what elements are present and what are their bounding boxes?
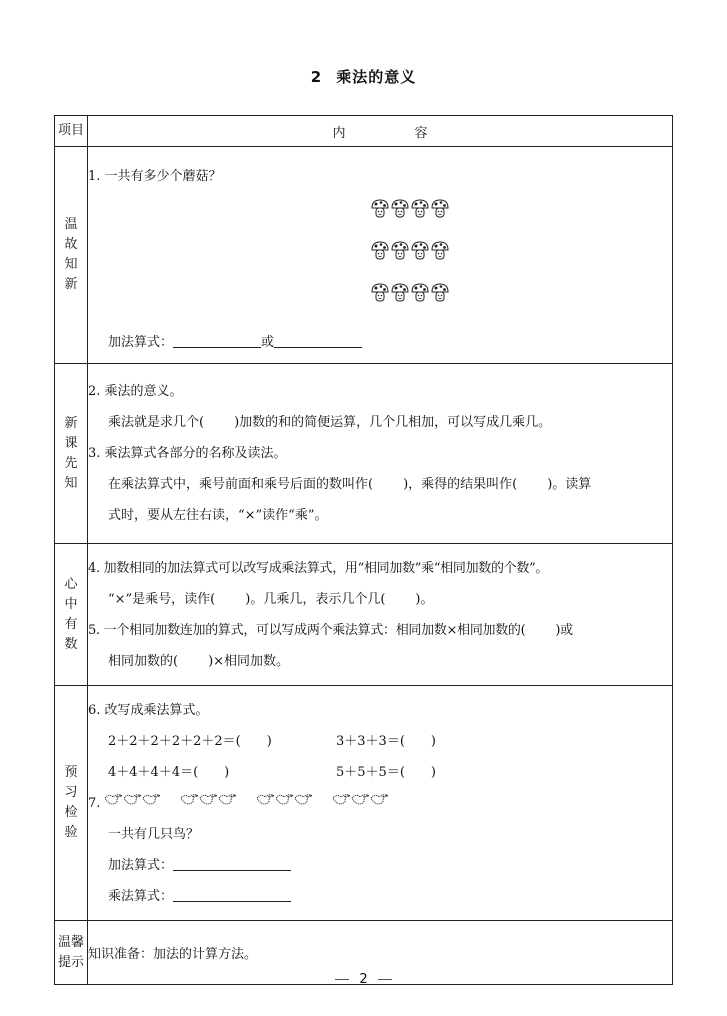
bird-group	[180, 788, 236, 819]
question-1: 1. 一共有多少个蘑菇？	[88, 168, 222, 184]
equation-3: 4＋4＋4＋4＝( )	[108, 764, 230, 780]
question-4: 4. 加数相同的加法算式可以改写成乘法算式，用“相同加数”乘“相同加数的个数”。	[88, 560, 549, 576]
lesson-number: 2	[310, 68, 323, 86]
question-7-text: 一共有几只鸟？	[108, 826, 200, 842]
section-check	[55, 686, 673, 921]
question-3: 3. 乘法算式各部分的名称及读法。	[88, 446, 287, 461]
answer-blank[interactable]	[173, 333, 261, 348]
question-6: 6. 改写成乘法算式。	[88, 702, 209, 718]
question-2: 2. 乘法的意义。	[88, 384, 183, 399]
mushroom-icon	[391, 199, 409, 231]
equation-4: 5＋5＋5＝( )	[336, 764, 436, 780]
answer-blank[interactable]	[274, 333, 362, 348]
bird-icon	[218, 788, 236, 819]
bird-icon	[123, 788, 141, 819]
header-project: 项目	[55, 116, 88, 147]
label-tips: 温馨提示	[57, 934, 84, 970]
question-4-text: “×”是乘号，读作( )。几乘几，表示几个几( )。	[108, 591, 434, 607]
mushroom-icon	[371, 283, 389, 315]
question-5: 5. 一个相同加数连加的算式，可以写成两个乘法算式：相同加数×相同加数的( )或	[88, 622, 573, 638]
section-review	[55, 147, 673, 364]
bird-icon	[104, 788, 122, 819]
question-3-text-2: 式时，要从左往右读，“×”读作“乘”。	[108, 508, 328, 523]
bird-icon	[180, 788, 198, 819]
equation-1: 2＋2＋2＋2＋2＋2＝( )	[108, 733, 272, 749]
header-content: 内 容	[88, 116, 673, 147]
bird-icon	[199, 788, 217, 819]
answer-blank[interactable]	[173, 887, 291, 902]
question-5-text: 相同加数的( )×相同加数。	[108, 653, 290, 669]
addition-answer-line: 加法算式：	[88, 850, 672, 881]
mushroom-row	[88, 283, 672, 315]
lesson-title: 乘法的意义	[336, 68, 417, 86]
label-check: 预习检验	[64, 765, 78, 840]
page-title	[0, 66, 727, 87]
label-knowledge: 心中有数	[64, 576, 78, 652]
mushroom-row	[88, 241, 672, 273]
question-3-text: 在乘法算式中，乘号前面和乘号后面的数叫作( )，乘得的结果叫作( )。读算	[108, 477, 592, 492]
mushroom-icon	[371, 199, 389, 231]
question-2-text: 乘法就是求几个( )加数的和的简便运算，几个几相加，可以写成几乘几。	[108, 415, 552, 430]
multiplication-answer-line: 乘法算式：	[88, 881, 672, 912]
mushroom-icon	[391, 283, 409, 315]
worksheet-table	[54, 115, 673, 985]
section-preview	[55, 364, 673, 544]
mushroom-icon	[411, 241, 429, 273]
bird-icon	[294, 788, 312, 819]
bird-icon	[275, 788, 293, 819]
addition-answer-line: 加法算式： 或	[88, 327, 672, 358]
bird-icon	[351, 788, 369, 819]
bird-icon	[370, 788, 388, 819]
section-knowledge	[55, 544, 673, 686]
mushroom-icon	[431, 241, 449, 273]
mushroom-icon	[371, 241, 389, 273]
answer-blank[interactable]	[173, 856, 291, 871]
bird-icon	[142, 788, 160, 819]
bird-icon	[256, 788, 274, 819]
mushroom-icon	[391, 241, 409, 273]
equation-grid	[88, 726, 672, 788]
mushroom-icon	[431, 283, 449, 315]
bird-group	[332, 788, 388, 819]
question-7: 7.	[88, 788, 672, 819]
bird-picture	[104, 788, 388, 819]
mushroom-picture	[88, 192, 672, 327]
table-header-row	[55, 116, 673, 147]
bird-group	[256, 788, 312, 819]
label-review: 温故知新	[64, 217, 78, 292]
bird-icon	[332, 788, 350, 819]
page-number: 2	[359, 972, 368, 987]
bird-group	[104, 788, 160, 819]
tips-text: 知识准备：加法的计算方法。	[88, 921, 673, 985]
mushroom-icon	[431, 199, 449, 231]
page-footer	[0, 972, 727, 987]
equation-2: 3＋3＋3＝( )	[336, 733, 436, 749]
mushroom-icon	[411, 283, 429, 315]
mushroom-row	[88, 199, 672, 231]
mushroom-icon	[411, 199, 429, 231]
label-preview: 新课先知	[64, 415, 78, 491]
